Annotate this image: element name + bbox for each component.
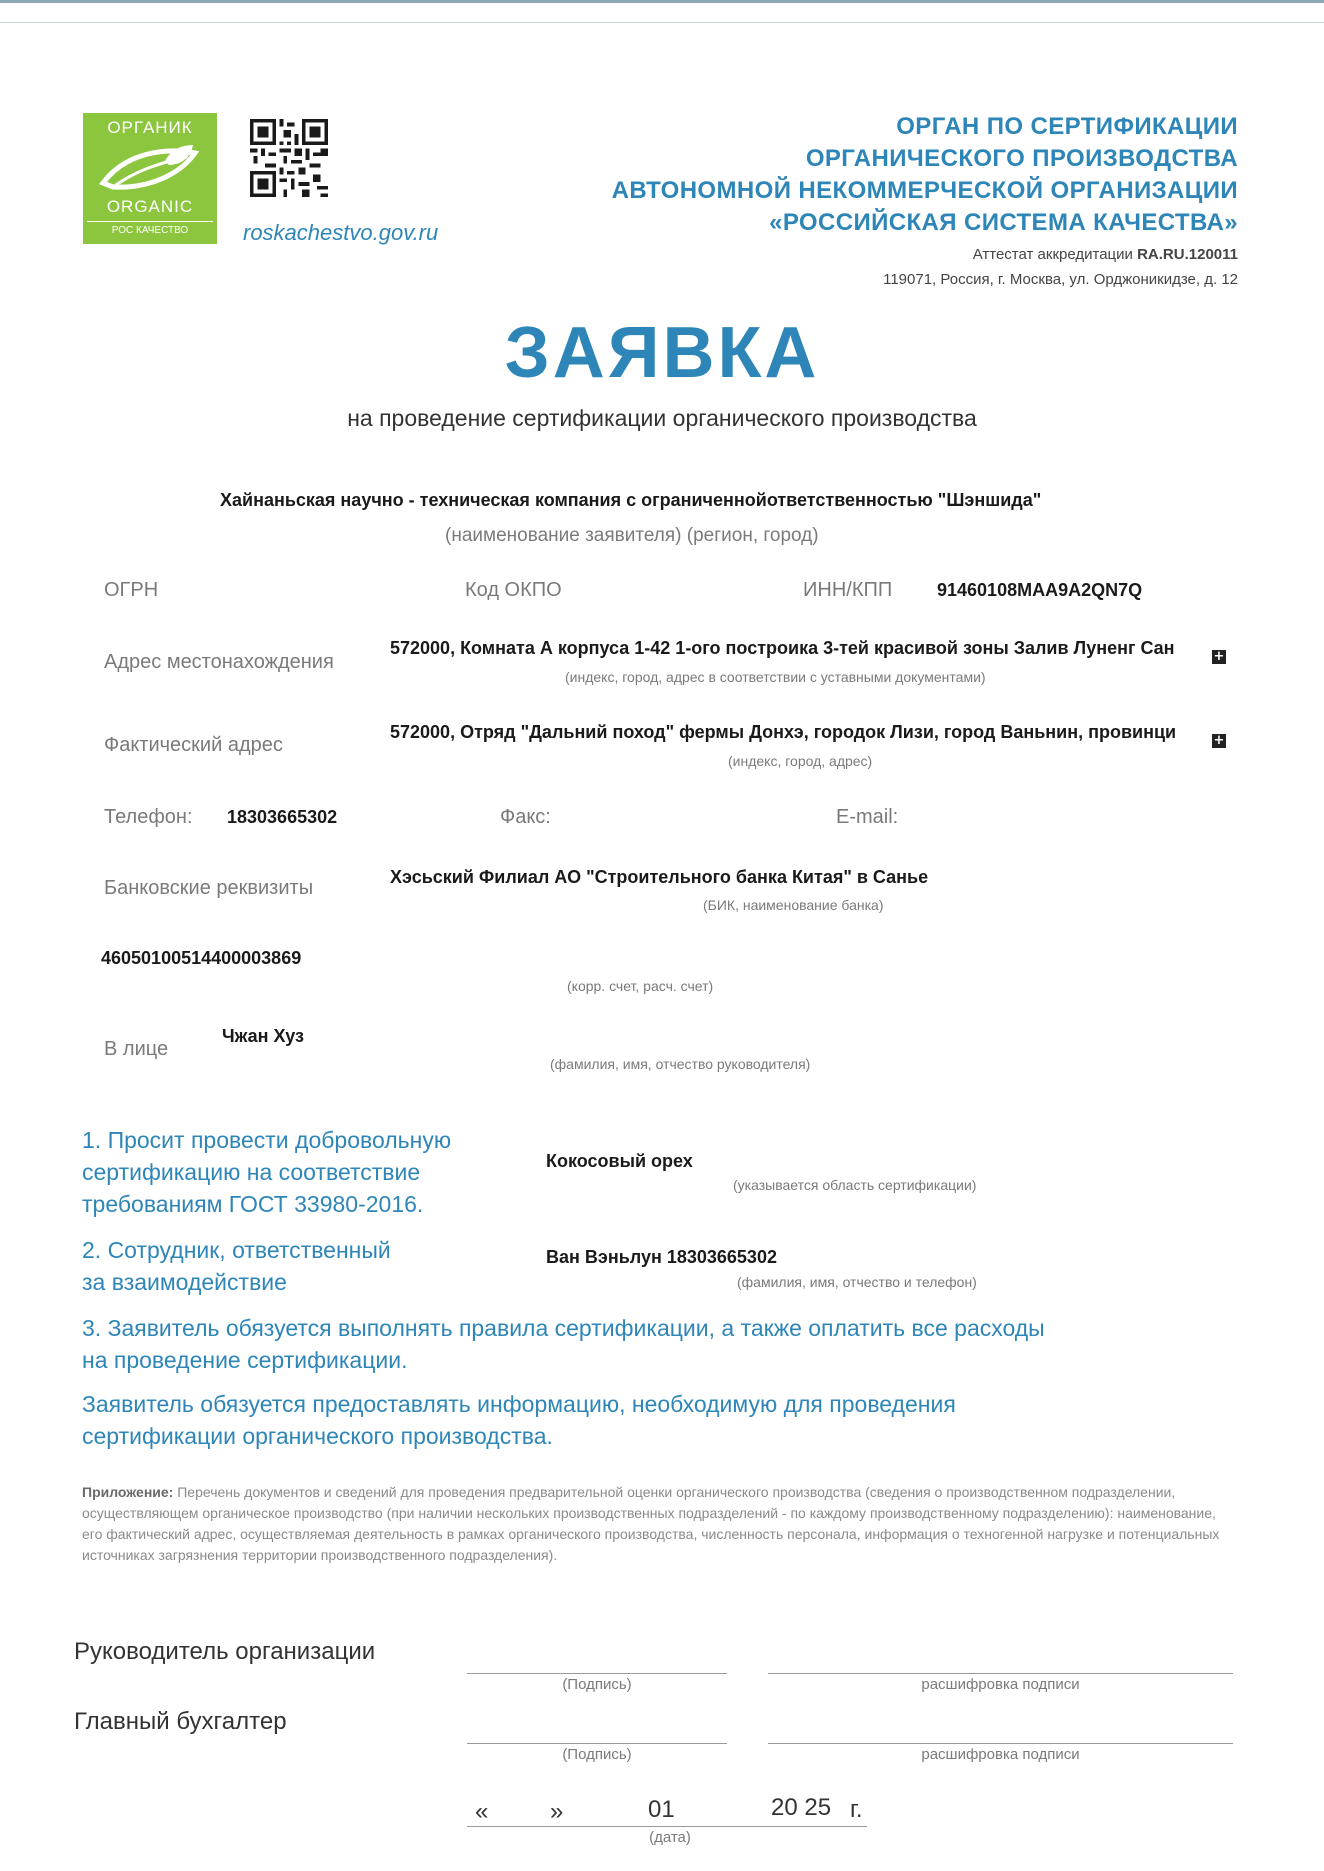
accountant-signature-label: Главный бухгалтер — [74, 1708, 287, 1735]
legal-address-hint: (индекс, город, адрес в соответствии с уставными документами) — [565, 669, 986, 685]
accountant-signature-hint: (Подпись) — [562, 1746, 632, 1763]
top-edge-line — [0, 0, 1324, 3]
logo-text-top: ОРГАНИК — [107, 118, 193, 137]
date-year: 20 25 — [771, 1794, 832, 1821]
org-line-4: «РОССИЙСКАЯ СИСТЕМА КАЧЕСТВА» — [769, 209, 1238, 236]
item4-line-1: Заявитель обязуется предоставлять информацию, необходимую для проведения — [82, 1391, 956, 1417]
applicant-name: Хайнаньская научно - техническая компания с ограниченнойответственностью "Шэншида" — [220, 490, 1042, 510]
legal-address-label: Адрес местонахождения — [104, 651, 334, 673]
item4-line-2: сертификации органического производства. — [82, 1423, 553, 1449]
date-quote-open: « — [475, 1798, 489, 1825]
website-link[interactable]: roskachestvo.gov.ru — [243, 220, 439, 245]
org-line-1: ОРГАН ПО СЕРТИФИКАЦИИ — [896, 113, 1238, 140]
actual-address-value: 572000, Отряд "Дальний поход" фермы Донхэ, городок Лизи, город Ваньнин, провинци — [390, 722, 1177, 742]
date-month: 01 — [648, 1796, 675, 1823]
leaf-icon — [95, 143, 205, 201]
item3-line-2: на проведение сертификации. — [82, 1347, 408, 1373]
item1-hint: (указывается область сертификации) — [733, 1177, 977, 1193]
accreditation-label: Аттестат аккредитации — [972, 246, 1133, 263]
top-edge-line-thin — [0, 22, 1324, 23]
item1-line-1: 1. Просит провести добровольную — [82, 1127, 452, 1153]
head-signature-hint: (Подпись) — [562, 1676, 632, 1693]
bank-value: Хэсьский Филиал АО "Строительного банка Китая" в Санье — [390, 867, 929, 887]
appendix-label: Приложение: — [82, 1484, 174, 1500]
actual-address-label: Фактический адрес — [104, 734, 283, 756]
item1-line-3: требованиям ГОСТ 33980-2016. — [82, 1191, 424, 1217]
applicant-hint: (наименование заявителя) (регион, город) — [445, 525, 819, 546]
person-value: Чжан Хуз — [222, 1026, 305, 1046]
appendix-text: Перечень документов и сведений для проведения предварительной оценки органического производства (сведения о производственном подразделении, осуществляющем органическое производство (при наличии нескольких производственных подразделений - по каждому производственному подразделению): наименование, его фактический адрес, осуществляемая деятельность в рамках органического производства, численность персонала, информация о техногенной нагрузке и потенциальных источниках загрязнения территории производственного подразделения). — [82, 1484, 1220, 1563]
phone-value: 18303665302 — [227, 807, 338, 827]
accountant-decode-line[interactable] — [768, 1743, 1233, 1744]
date-year-suffix: г. — [850, 1796, 863, 1823]
item1-line-2: сертификацию на соответствие — [82, 1159, 421, 1185]
date-quote-close: » — [550, 1798, 564, 1825]
org-address: 119071, Россия, г. Москва, ул. Орджоникидзе, д. 12 — [883, 271, 1238, 288]
date-hint: (дата) — [649, 1829, 691, 1846]
logo-strip: РОС КАЧЕСТВО — [87, 221, 213, 240]
head-decode-line[interactable] — [768, 1673, 1233, 1674]
accountant-signature-line[interactable] — [467, 1743, 727, 1744]
head-signature-line[interactable] — [467, 1673, 727, 1674]
accountant-decode-hint: расшифровка подписи — [921, 1746, 1080, 1763]
phone-label: Телефон: — [104, 806, 193, 828]
inn-value: 91460108MAA9A2QN7Q — [937, 580, 1143, 600]
item3-line-1: 3. Заявитель обязуется выполнять правила сертификации, а также оплатить все расходы — [82, 1315, 1045, 1341]
person-label: В лице — [104, 1038, 169, 1060]
date-line[interactable] — [467, 1826, 867, 1827]
head-decode-hint: расшифровка подписи — [921, 1676, 1080, 1693]
bank-label: Банковские реквизиты — [104, 877, 314, 899]
item2-line-2: за взаимодействие — [82, 1269, 287, 1295]
org-line-3: АВТОНОМНОЙ НЕКОММЕРЧЕСКОЙ ОРГАНИЗАЦИИ — [611, 177, 1238, 204]
logo-text-bottom: ORGANIC — [106, 197, 194, 216]
expand-icon[interactable]: + — [1213, 649, 1225, 664]
email-label: E-mail: — [836, 806, 899, 828]
person-hint: (фамилия, имя, отчество руководителя) — [550, 1056, 811, 1072]
org-line-2: ОРГАНИЧЕСКОГО ПРОИЗВОДСТВА — [805, 145, 1238, 172]
qr-code-icon — [250, 119, 328, 197]
expand-icon[interactable]: + — [1213, 733, 1225, 748]
legal-address-value: 572000, Комната А корпуса 1-42 1-ого построика 3-тей красивой зоны Залив Луненг Сан — [390, 638, 1175, 658]
item2-hint: (фамилия, имя, отчество и телефон) — [737, 1274, 977, 1290]
page-title: ЗАЯВКА — [504, 313, 820, 393]
item1-value: Кокосовый орех — [546, 1151, 693, 1171]
actual-address-hint: (индекс, город, адрес) — [728, 753, 873, 769]
accreditation-number: RA.RU.120011 — [1137, 246, 1238, 263]
head-signature-label: Руководитель организации — [74, 1638, 376, 1665]
ogrn-label: ОГРН — [104, 579, 159, 601]
page-subtitle: на проведение сертификации органического производства — [347, 405, 977, 431]
organic-logo — [83, 113, 217, 244]
fax-label: Факс: — [500, 806, 551, 828]
inn-label: ИНН/КПП — [803, 579, 893, 601]
item2-line-1: 2. Сотрудник, ответственный — [82, 1237, 391, 1263]
accreditation — [973, 246, 1238, 263]
item2-value: Ван Вэньлун 18303665302 — [546, 1247, 777, 1267]
appendix — [82, 1482, 1222, 1566]
bank-account-hint: (корр. счет, расч. счет) — [567, 978, 714, 994]
bank-account: 46050100514400003869 — [101, 948, 302, 968]
bank-hint: (БИК, наименование банка) — [703, 897, 884, 913]
okpo-label: Код ОКПО — [465, 579, 562, 601]
